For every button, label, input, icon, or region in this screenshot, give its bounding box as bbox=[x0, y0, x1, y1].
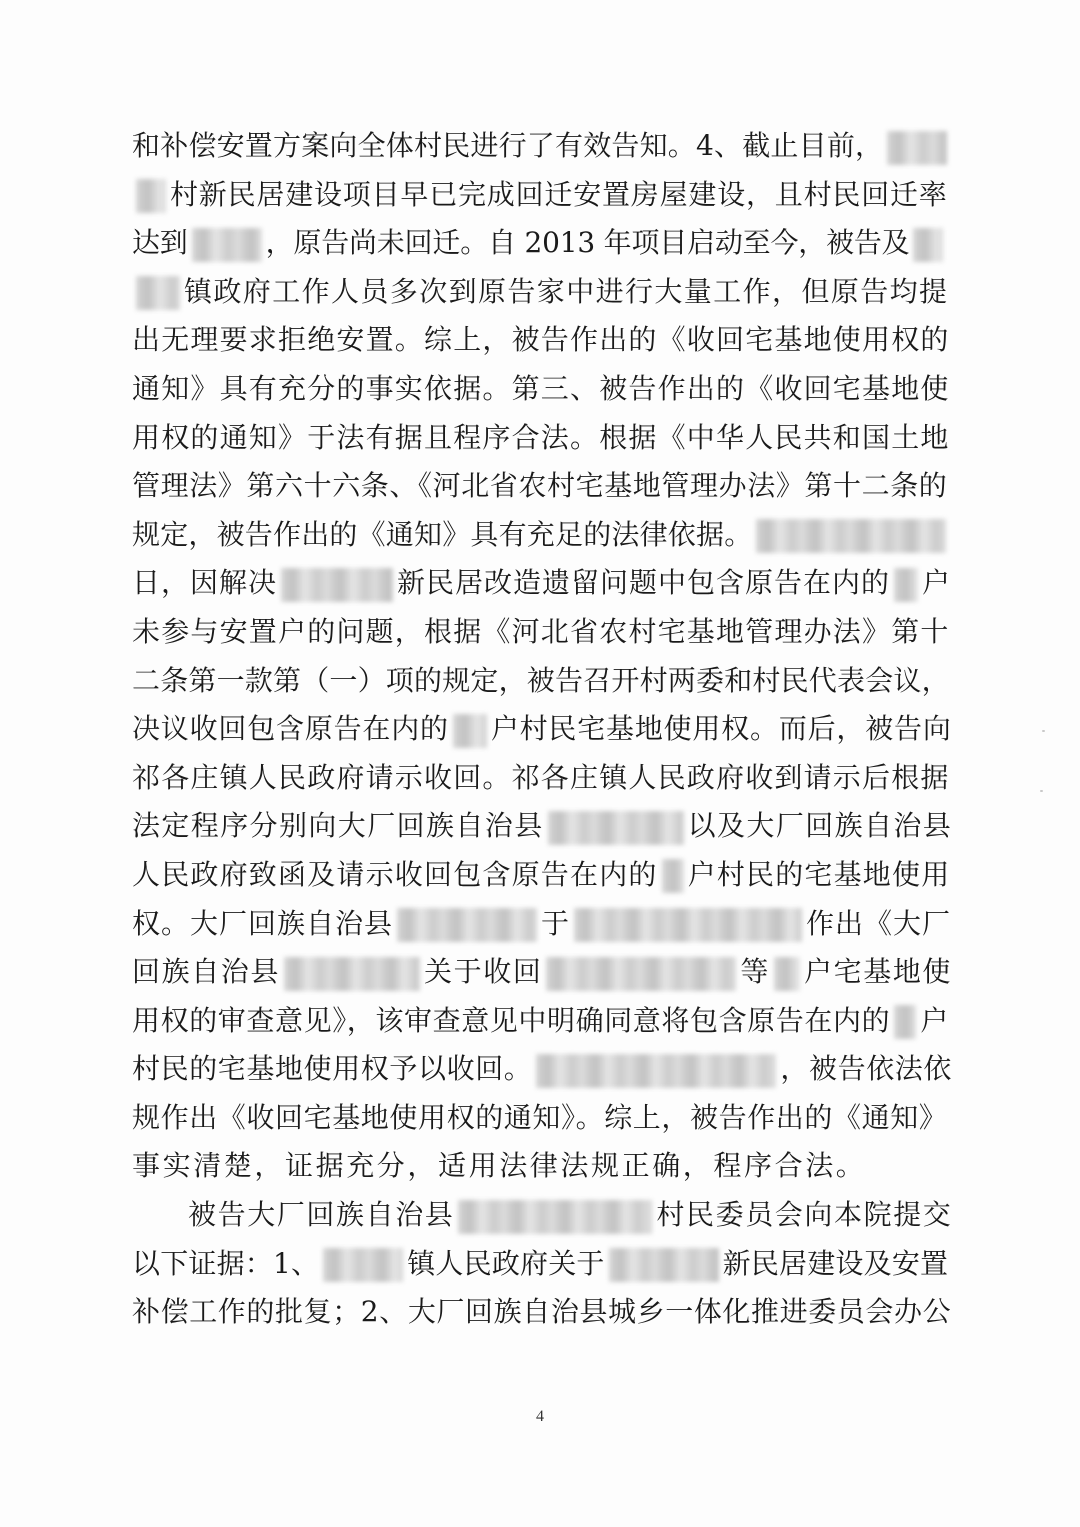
redaction-block bbox=[323, 1248, 403, 1282]
text-line bbox=[132, 802, 952, 851]
text-run: 新民居改造遗留问题中包含原告在内的 bbox=[397, 566, 891, 600]
text-run: 日，因解决 bbox=[132, 566, 278, 600]
text-run: ，被告依法依 bbox=[780, 1052, 952, 1086]
redaction-block bbox=[913, 228, 943, 262]
redaction-block bbox=[284, 957, 420, 991]
text-run: 等 bbox=[740, 955, 771, 989]
redaction-block bbox=[136, 179, 166, 213]
text-run: 回族自治县 bbox=[132, 955, 281, 989]
text-line bbox=[132, 1240, 952, 1289]
text-run: 法定程序分别向大厂回族自治县 bbox=[132, 809, 544, 843]
text-line bbox=[132, 268, 952, 317]
text-line bbox=[132, 754, 952, 803]
text-run: 于 bbox=[541, 906, 571, 940]
redaction-block bbox=[136, 276, 180, 310]
text-line bbox=[132, 414, 952, 463]
text-run: 祁各庄镇人民政府请示收回。祁各庄镇人民政府收到请示后根据 bbox=[132, 760, 950, 794]
text-run: 达到 bbox=[132, 226, 188, 260]
text-run: 户宅基地使 bbox=[804, 955, 952, 989]
text-run: 补偿工作的批复；2、大厂回族自治县城乡一体化推进委员会办公 bbox=[132, 1295, 952, 1329]
redaction-block bbox=[458, 1200, 652, 1234]
text-run: 用权的通知》于法有据且程序合法。根据《中华人民共和国土地 bbox=[132, 420, 950, 454]
redaction-block bbox=[756, 519, 946, 553]
text-run: 人民政府致函及请示收回包含原告在内的 bbox=[132, 857, 658, 891]
text-line bbox=[132, 365, 952, 414]
text-run: 管理法》第六十六条、《河北省农村宅基地管理办法》第十二条的 bbox=[132, 469, 948, 503]
redaction-block bbox=[894, 1005, 916, 1039]
text-run: 户村民的宅基地使用 bbox=[687, 857, 951, 891]
text-line bbox=[132, 122, 952, 171]
text-run: 以下证据：1、 bbox=[132, 1246, 320, 1280]
text-line bbox=[132, 171, 952, 220]
text-line bbox=[132, 316, 952, 365]
redaction-block bbox=[894, 568, 918, 602]
text-line bbox=[132, 1288, 952, 1337]
redaction-block bbox=[662, 859, 684, 893]
text-run: 以及大厂回族自治县 bbox=[687, 809, 952, 843]
text-run: 村新民居建设项目早已完成回迁安置房屋建设，且村民回迁率 bbox=[170, 177, 948, 211]
text-run: 新民居建设及安置 bbox=[722, 1246, 949, 1280]
text-run: 镇人民政府关于 bbox=[407, 1246, 605, 1280]
text-run: 通知》具有充分的事实依据。第三、被告作出的《收回宅基地使 bbox=[132, 371, 950, 405]
text-line bbox=[132, 219, 952, 268]
redaction-block bbox=[536, 1054, 776, 1088]
text-run: 和补偿安置方案向全体村民进行了有效告知。4、截止目前， bbox=[132, 129, 884, 162]
redaction-block bbox=[548, 811, 684, 845]
redaction-block bbox=[574, 908, 802, 942]
text-run: 事实清楚，证据充分，适用法律法规正确，程序合法。 bbox=[132, 1149, 867, 1183]
redaction-block bbox=[281, 568, 393, 602]
text-line bbox=[132, 1142, 952, 1191]
redaction-block bbox=[774, 957, 800, 991]
text-line bbox=[132, 559, 952, 608]
text-line bbox=[132, 608, 952, 657]
scan-speck bbox=[1042, 730, 1045, 732]
text-run: 户村民宅基地使用权。而后，被告向 bbox=[490, 712, 952, 746]
text-line bbox=[132, 705, 952, 754]
text-run: 关于收回 bbox=[424, 955, 543, 989]
redaction-block bbox=[397, 908, 537, 942]
text-line bbox=[132, 462, 952, 511]
text-run: 权。大厂回族自治县 bbox=[132, 906, 394, 940]
text-run: ，原告尚未回迁。自 2013 年项目启动至今，被告及 bbox=[265, 226, 910, 260]
text-line bbox=[132, 511, 952, 560]
redaction-block bbox=[546, 957, 736, 991]
text-run: 户 bbox=[920, 1003, 949, 1037]
text-run: 镇政府工作人员多次到原告家中进行大量工作，但原告均提 bbox=[184, 274, 949, 308]
text-line bbox=[132, 1094, 952, 1143]
text-run: 未参与安置户的问题，根据《河北省农村宅基地管理办法》第十 bbox=[132, 614, 950, 648]
text-run: 二条第一款第（一）项的规定，被告召开村两委和村民代表会议， bbox=[132, 663, 950, 697]
text-line bbox=[132, 997, 952, 1046]
text-run: 决议收回包含原告在内的 bbox=[132, 712, 449, 746]
page-number: 4 bbox=[536, 1408, 544, 1425]
redaction-block bbox=[192, 228, 262, 262]
text-line bbox=[132, 657, 952, 706]
text-run: 规定，被告作出的《通知》具有充足的法律依据。 bbox=[132, 517, 753, 551]
redaction-block bbox=[453, 714, 487, 748]
text-line bbox=[132, 948, 952, 997]
text-run: 规作出《收回宅基地使用权的通知》。综上，被告作出的《通知》 bbox=[132, 1100, 948, 1134]
text-run: 用权的审查意见》，该审查意见中明确同意将包含原告在内的 bbox=[132, 1003, 891, 1037]
text-run: 被告大厂回族自治县 bbox=[188, 1198, 455, 1232]
text-line bbox=[132, 900, 952, 949]
text-run: 户 bbox=[922, 566, 952, 600]
text-run: 村民的宅基地使用权予以收回。 bbox=[132, 1052, 533, 1086]
text-line bbox=[132, 1045, 952, 1094]
redaction-block bbox=[887, 131, 947, 165]
scan-speck bbox=[1040, 790, 1043, 792]
text-run: 出无理要求拒绝安置。综上，被告作出的《收回宅基地使用权的 bbox=[132, 323, 950, 357]
text-line bbox=[132, 851, 952, 900]
text-run: 作出《大厂 bbox=[806, 906, 952, 940]
text-run: 村民委员会向本院提交 bbox=[656, 1198, 952, 1232]
text-line bbox=[132, 1191, 952, 1240]
redaction-block bbox=[609, 1248, 719, 1282]
document-body bbox=[132, 122, 952, 1337]
